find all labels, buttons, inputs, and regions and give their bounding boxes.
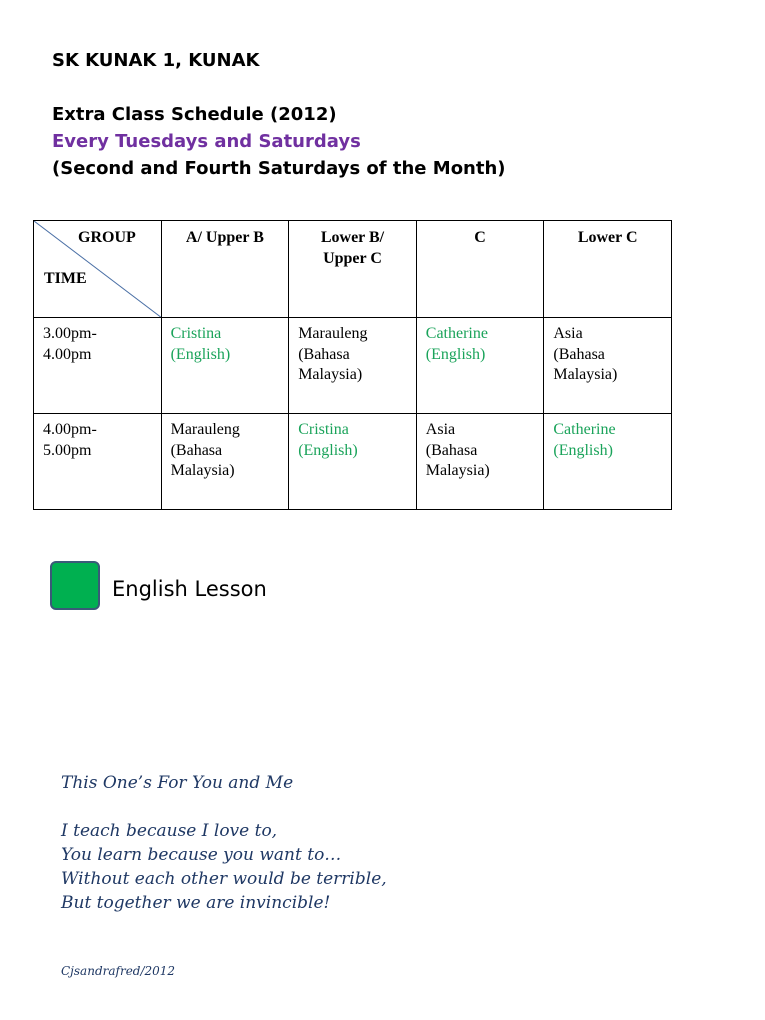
column-header	[289, 221, 417, 318]
time-cell	[34, 414, 162, 510]
poem-body	[61, 819, 387, 915]
column-header-line2: Upper C	[323, 249, 382, 267]
lesson-subject: (English)	[425, 345, 486, 363]
teacher-name: Marauleng	[298, 325, 368, 342]
lesson-subject: (English)	[170, 345, 231, 363]
lesson-subject: (Bahasa Malaysia)	[425, 441, 490, 479]
table-header-row	[34, 221, 672, 318]
lesson-cell	[161, 318, 289, 414]
lesson-subject: (Bahasa Malaysia)	[298, 345, 363, 383]
schedule-title: Extra Class Schedule (2012)	[52, 104, 337, 125]
lesson-subject: (English)	[553, 441, 613, 459]
lesson-cell	[289, 318, 417, 414]
lesson-cell	[544, 318, 672, 414]
poem-line: You learn because you want to…	[61, 845, 342, 865]
poem-line: But together we are invincible!	[61, 893, 331, 913]
schedule-note: (Second and Fourth Saturdays of the Month)	[52, 158, 506, 179]
teacher-name: Asia	[425, 421, 456, 438]
column-header	[161, 221, 289, 318]
corner-time-label: TIME	[44, 270, 87, 287]
teacher-name: Catherine	[553, 421, 616, 438]
column-header-line1: C	[474, 229, 486, 246]
schedule-table	[33, 220, 672, 510]
column-header-line1: Lower C	[577, 229, 638, 246]
lesson-cell	[416, 318, 544, 414]
lesson-subject: (English)	[298, 441, 358, 459]
lesson-cell	[289, 414, 417, 510]
teacher-name: Marauleng	[170, 421, 240, 438]
teacher-name: Cristina	[170, 325, 222, 342]
poem-title: This One’s For You and Me	[61, 773, 294, 793]
table-row	[34, 318, 672, 414]
english-legend-label: English Lesson	[112, 577, 267, 601]
poem-line: Without each other would be terrible,	[61, 869, 387, 889]
corner-cell	[34, 221, 162, 318]
table-row	[34, 414, 672, 510]
time-end: 4.00pm	[43, 345, 92, 363]
lesson-cell	[544, 414, 672, 510]
schedule-days: Every Tuesdays and Saturdays	[52, 131, 361, 152]
teacher-name: Asia	[553, 325, 583, 342]
column-header	[544, 221, 672, 318]
corner-group-label: GROUP	[78, 229, 136, 246]
english-legend-swatch	[50, 561, 100, 610]
column-header-line1: Lower B/	[320, 229, 385, 246]
teacher-name: Catherine	[425, 325, 488, 342]
lesson-cell	[416, 414, 544, 510]
time-cell	[34, 318, 162, 414]
author-credit: Cjsandrafred/2012	[61, 964, 176, 978]
column-header	[416, 221, 544, 318]
column-header-line1: A/ Upper B	[185, 229, 264, 246]
lesson-cell	[161, 414, 289, 510]
lesson-subject: (Bahasa Malaysia)	[170, 441, 235, 479]
time-start: 3.00pm-	[43, 325, 97, 342]
time-end: 5.00pm	[43, 441, 92, 459]
teacher-name: Cristina	[298, 421, 349, 438]
lesson-subject: (Bahasa Malaysia)	[553, 345, 618, 383]
poem-line: I teach because I love to,	[61, 821, 278, 841]
time-start: 4.00pm-	[43, 421, 97, 438]
school-name: SK KUNAK 1, KUNAK	[52, 50, 260, 71]
